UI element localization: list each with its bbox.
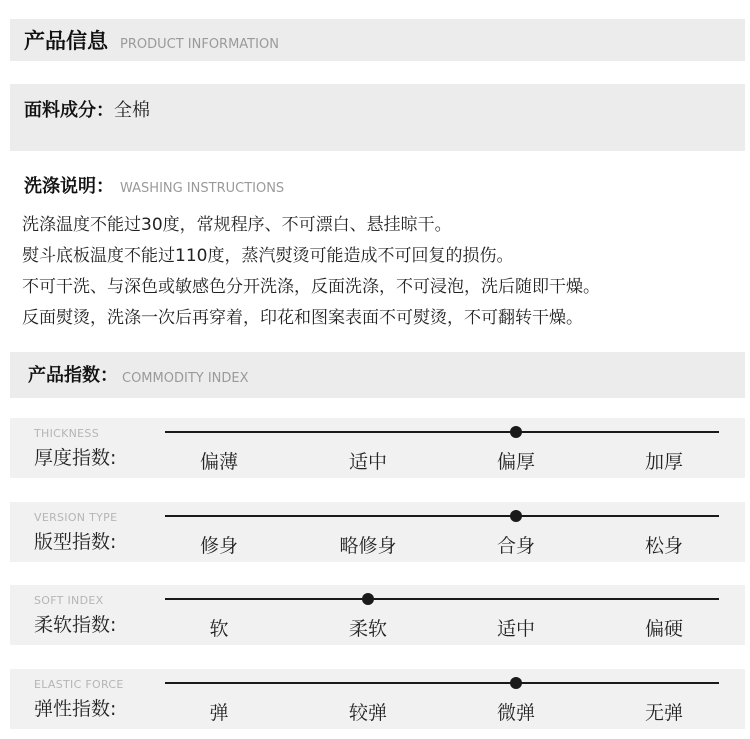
commodity-index-title: 产品指数： — [28, 365, 118, 386]
fabric-value: 全棉 — [114, 100, 150, 121]
index-scale-line — [165, 598, 719, 600]
index-marker — [362, 593, 374, 605]
index-row-en-label: VERSION TYPE — [34, 511, 118, 524]
commodity-index-subtitle: COMMODITY INDEX — [122, 371, 249, 386]
index-option: 偏厚 — [496, 451, 535, 473]
washing-header — [24, 172, 284, 198]
washing-line: 不可干洗、与深色或敏感色分开洗涤，反面洗涤，不可浸泡，洗后随即干燥。 — [22, 277, 600, 297]
index-option: 适中 — [496, 618, 535, 640]
washing-line: 反面熨烫，洗涤一次后再穿着，印花和图案表面不可熨烫，不可翻转干燥。 — [22, 308, 583, 328]
fabric-label: 面料成分： — [24, 100, 114, 121]
index-scale-line — [165, 515, 719, 517]
index-row-cn-label: 版型指数: — [34, 531, 117, 553]
index-marker — [510, 677, 522, 689]
index-option: 偏薄 — [199, 451, 238, 473]
index-row-soft — [10, 585, 745, 645]
product-info-header — [10, 19, 745, 61]
index-row-version — [10, 502, 745, 562]
washing-subtitle: WASHING INSTRUCTIONS — [120, 181, 285, 196]
product-info-title: 产品信息 — [24, 29, 108, 53]
index-row-elastic — [10, 669, 745, 729]
washing-label: 洗涤说明： — [24, 176, 114, 197]
index-marker — [510, 510, 522, 522]
index-row-en-label: THICKNESS — [34, 427, 99, 440]
index-option: 合身 — [496, 535, 535, 557]
index-scale-line — [165, 682, 719, 684]
index-option: 适中 — [348, 451, 387, 473]
index-option: 弹 — [209, 702, 229, 724]
index-option: 微弹 — [496, 702, 535, 724]
index-scale-line — [165, 431, 719, 433]
index-row-thickness — [10, 418, 745, 478]
index-row-cn-label: 柔软指数: — [34, 614, 117, 636]
index-option: 较弹 — [348, 702, 387, 724]
index-option: 柔软 — [348, 618, 387, 640]
index-row-en-label: SOFT INDEX — [34, 594, 104, 607]
commodity-index-header — [10, 352, 745, 398]
washing-line: 熨斗底板温度不能过110度，蒸汽熨烫可能造成不可回复的损伤。 — [22, 246, 514, 266]
index-row-cn-label: 厚度指数: — [34, 447, 117, 469]
index-row-en-label: ELASTIC FORCE — [34, 678, 124, 691]
index-option: 修身 — [199, 535, 238, 557]
index-marker — [510, 426, 522, 438]
index-row-cn-label: 弹性指数: — [34, 698, 117, 720]
washing-line: 洗涤温度不能过30度，常规程序、不可漂白、悬挂晾干。 — [22, 215, 452, 235]
index-option: 加厚 — [644, 451, 683, 473]
index-option: 偏硬 — [644, 618, 683, 640]
product-info-subtitle: PRODUCT INFORMATION — [120, 37, 279, 52]
fabric-section — [10, 84, 745, 151]
index-option: 松身 — [644, 535, 683, 557]
index-option: 无弹 — [644, 702, 683, 724]
index-option: 略修身 — [339, 535, 397, 557]
index-option: 软 — [209, 618, 229, 640]
